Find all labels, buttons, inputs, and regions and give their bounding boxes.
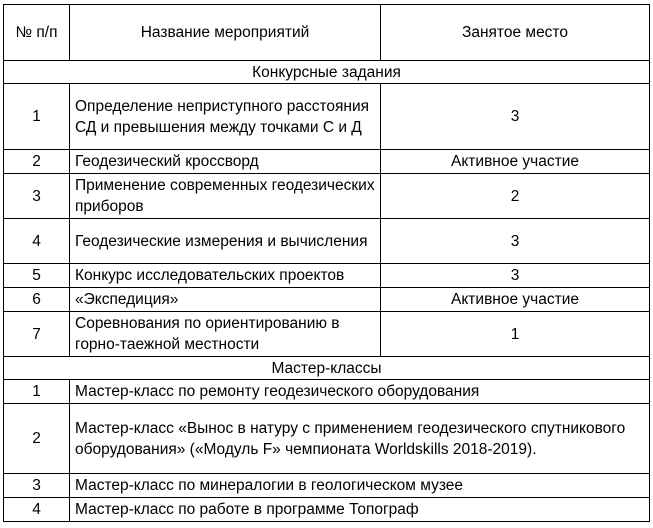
row-place: Активное участие: [381, 150, 650, 174]
row-place: 2: [381, 174, 650, 219]
section-row: [4, 357, 650, 380]
table-row: [4, 498, 650, 522]
row-name: Мастер-класс по минералогии в геологическом музее: [70, 474, 650, 498]
row-num: 4: [4, 498, 70, 522]
row-place: 3: [381, 219, 650, 264]
row-name: Геодезические измерения и вычисления: [70, 219, 381, 264]
row-num: 7: [4, 312, 70, 357]
table-row: [4, 288, 650, 312]
table-row: [4, 474, 650, 498]
row-num: 1: [4, 84, 70, 150]
row-name: Соревнования по ориентированию в горно-таежной местности: [70, 312, 381, 357]
row-num: 3: [4, 174, 70, 219]
table-row: [4, 150, 650, 174]
row-place: 3: [381, 84, 650, 150]
table-row: [4, 174, 650, 219]
row-name: Определение неприступного расстояния СД и превышения между точками С и Д: [70, 84, 381, 150]
row-name: Конкурс исследовательских проектов: [70, 264, 381, 288]
row-name: «Экспедиция»: [70, 288, 381, 312]
header-num: № п/п: [4, 5, 70, 61]
row-name: Мастер-класс по ремонту геодезического оборудования: [70, 380, 650, 404]
table-row: [4, 380, 650, 404]
row-place: Активное участие: [381, 288, 650, 312]
table-row: [4, 84, 650, 150]
row-num: 1: [4, 380, 70, 404]
row-place: 3: [381, 264, 650, 288]
section-row: [4, 61, 650, 84]
events-table: [3, 4, 650, 522]
table-row: [4, 312, 650, 357]
row-num: 3: [4, 474, 70, 498]
row-num: 2: [4, 150, 70, 174]
row-num: 6: [4, 288, 70, 312]
table-row: [4, 219, 650, 264]
section-title: Мастер-классы: [4, 357, 650, 380]
row-num: 4: [4, 219, 70, 264]
table-header-row: [4, 5, 650, 61]
row-name: Мастер-класс по работе в программе Топограф: [70, 498, 650, 522]
table-row: [4, 404, 650, 474]
header-name: Название мероприятий: [70, 5, 381, 61]
row-place: 1: [381, 312, 650, 357]
section-title: Конкурсные задания: [4, 61, 650, 84]
row-name: Геодезический кроссворд: [70, 150, 381, 174]
header-place: Занятое место: [381, 5, 650, 61]
table-row: [4, 264, 650, 288]
row-num: 2: [4, 404, 70, 474]
row-name: Мастер-класс «Вынос в натуру с применением геодезического спутникового оборудования» («Модуль F» чемпионата Worldskills 2018-2019).: [70, 404, 650, 474]
row-name: Применение современных геодезических приборов: [70, 174, 381, 219]
row-num: 5: [4, 264, 70, 288]
